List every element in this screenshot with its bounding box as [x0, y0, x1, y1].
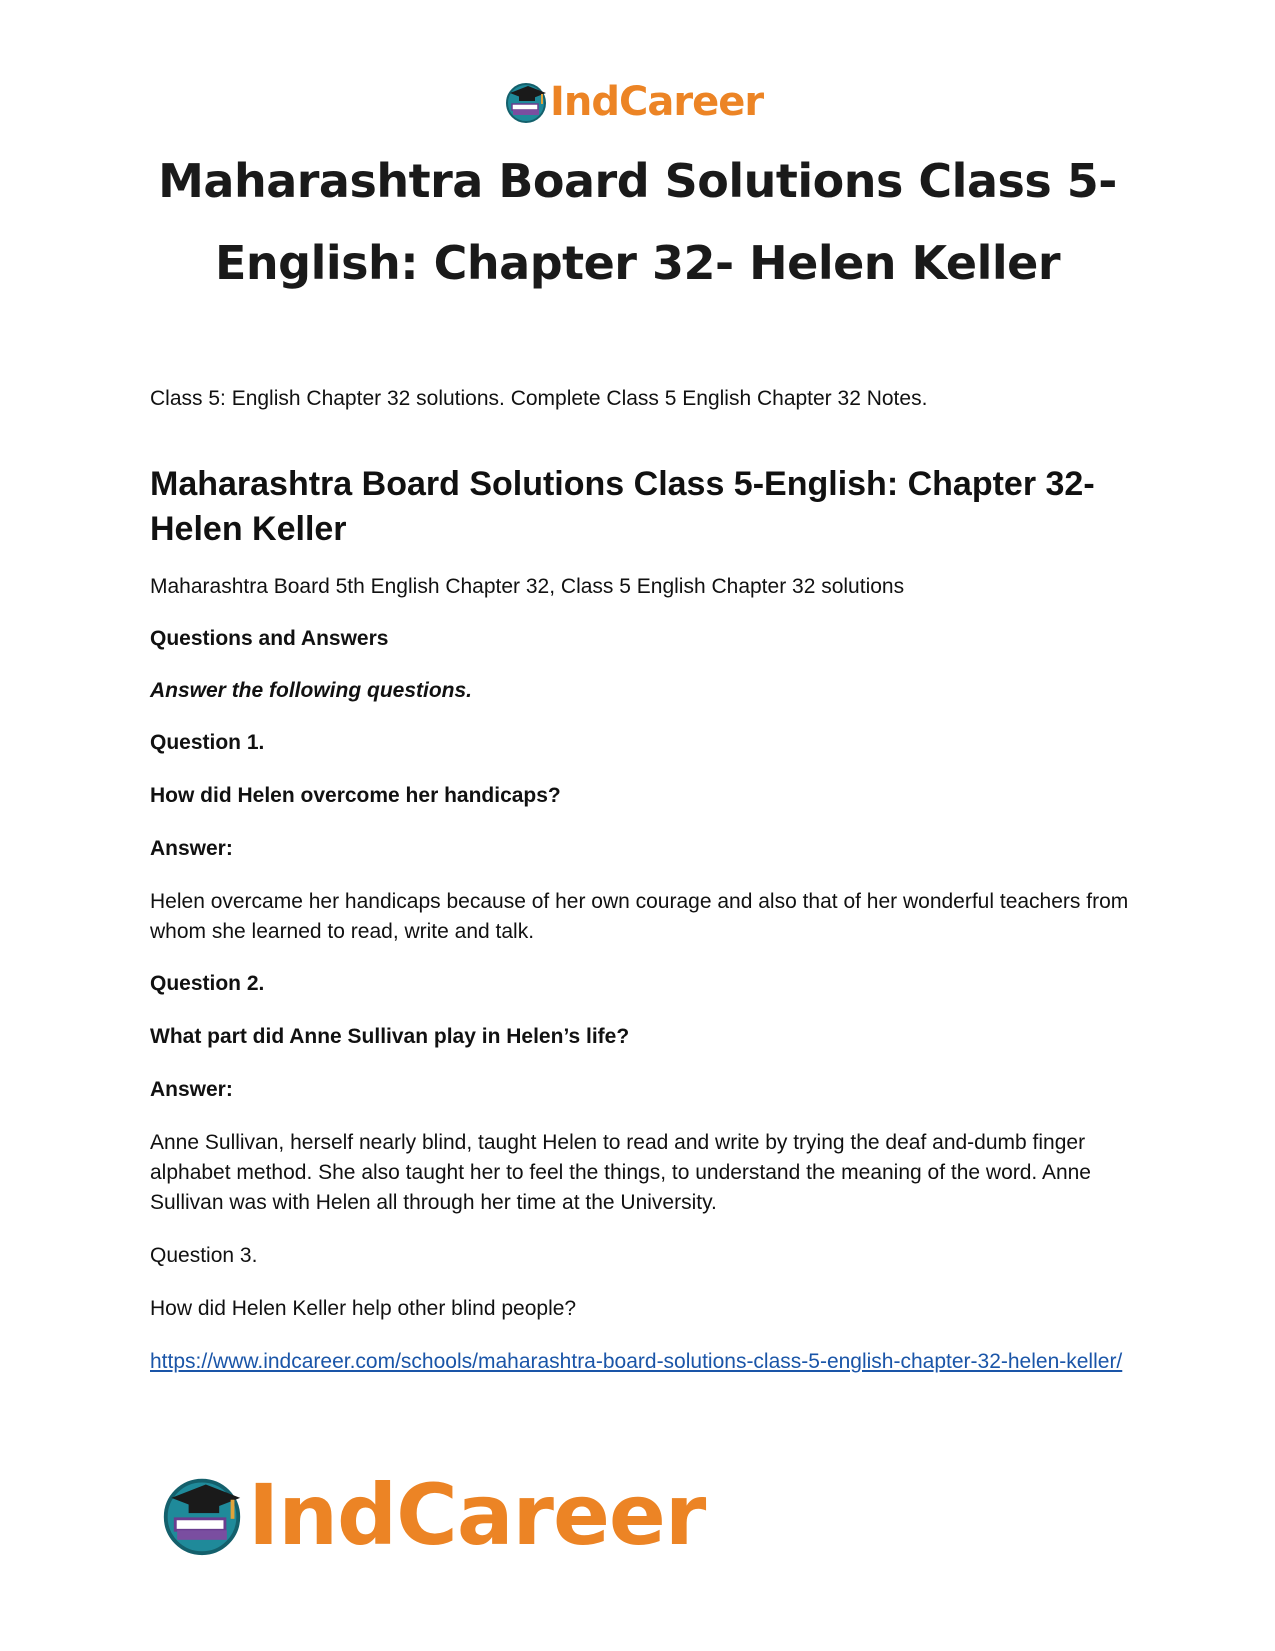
- answer-2-label: Answer:: [150, 1078, 233, 1101]
- question-2-label: Question 2.: [150, 972, 265, 995]
- question-3-text: How did Helen Keller help other blind people?: [150, 1297, 577, 1320]
- question-2-text: What part did Anne Sullivan play in Helen’s life?: [150, 1025, 630, 1048]
- answer-1-label: Answer:: [150, 837, 233, 860]
- question-1-label: Question 1.: [150, 731, 265, 754]
- subtitle-text: Maharashtra Board 5th English Chapter 32, Class 5 English Chapter 32 solutions: [150, 575, 905, 598]
- graduation-cap-book-globe-icon: [504, 80, 548, 124]
- question-3-label: Question 3.: [150, 1244, 258, 1267]
- qa-heading: Questions and Answers: [150, 627, 389, 650]
- answer-1-text: Helen overcame her handicaps because of her own courage and also that of her wonderful teachers from whom she learned to read, write and talk.: [150, 890, 1129, 943]
- question-1-text: How did Helen overcome her handicaps?: [150, 784, 561, 807]
- graduation-cap-book-globe-icon: [160, 1473, 244, 1557]
- brand-name-footer: IndCareer: [248, 1466, 706, 1564]
- brand-logo-footer: [160, 1466, 706, 1564]
- page-title: Maharashtra Board Solutions Class 5-English: Chapter 32- Helen Keller: [158, 154, 1117, 290]
- source-link[interactable]: https://www.indcareer.com/schools/maharashtra-board-solutions-class-5-english-chapter-32-helen-keller/: [150, 1350, 1123, 1373]
- answer-2-text: Anne Sullivan, herself nearly blind, taught Helen to read and write by trying the deaf and-dumb finger alphabet method. She also taught her to feel the things, to understand the meaning of the word. Anne Sullivan was with Helen all through her time at the University.: [150, 1131, 1091, 1214]
- brand-logo-header: [504, 78, 763, 126]
- section-heading: Maharashtra Board Solutions Class 5-English: Chapter 32- Helen Keller: [150, 465, 1095, 548]
- brand-name: IndCareer: [550, 79, 764, 125]
- instruction-text: Answer the following questions.: [150, 679, 473, 702]
- intro-text: Class 5: English Chapter 32 solutions. Complete Class 5 English Chapter 32 Notes.: [150, 387, 928, 410]
- document-body: [150, 384, 1130, 1380]
